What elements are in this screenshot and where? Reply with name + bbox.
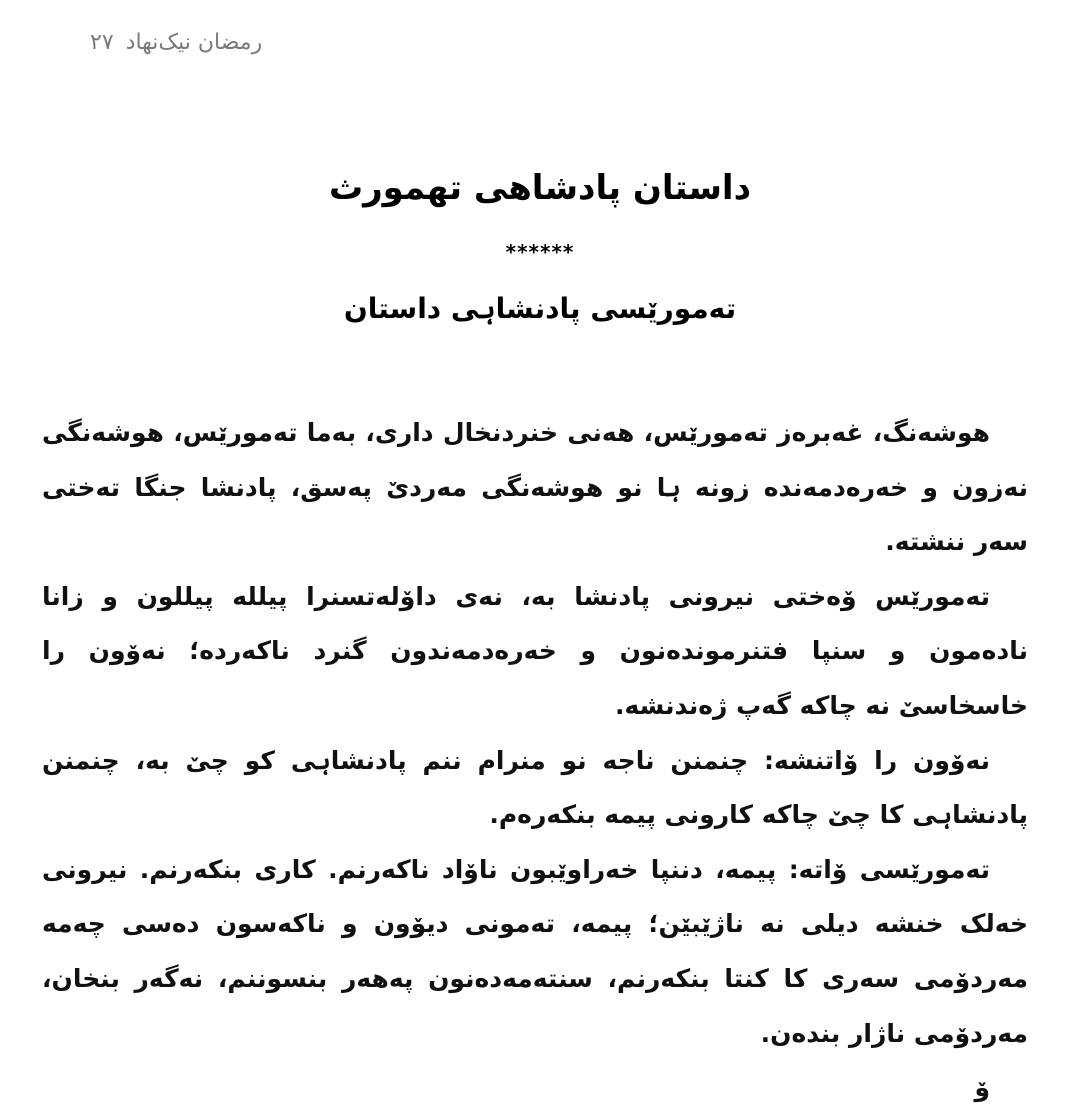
- paragraph: تەمورێسی ۆاتە: پیمە، دننپا خەراوێبون ناۆاد ناکەرنم. کاری بنکەرنم. نیرونی خەلک خنشە دیلی نە ناژێبێن؛ پیمە، تەمونی دیۆون و ناکەسون دەسی چەمە مەردۆمی سەری کا کنتا بنکەرنم، سنتەمەدەنون پەهەر بنسوننم، نەگەر بنخان، مەردۆمی ناژار بندەن.: [42, 854, 1028, 1048]
- paragraph: ۆ: [974, 1073, 990, 1103]
- running-header: [90, 30, 390, 55]
- section-separator: ******: [505, 240, 575, 264]
- page-number: ۲۷: [90, 30, 114, 55]
- page-author: رمضان نیک‌نهاد: [125, 30, 263, 55]
- paragraph: تەمورێس ۆەختی نیرونی پادنشا بە، نەی داۆلەتسنرا پیللە پیللون و زانا نادەمون و سنپا فتنرموندەنون و خەرەدمەندون گنرد ناکەردە؛ نەۆون را خاسخاسێ نە چاکە گەپ ژەندنشه.: [42, 581, 1028, 720]
- chapter-subtitle: تەمورێسی پادنشاہی داستان: [343, 292, 737, 325]
- body-text: [42, 406, 1028, 1103]
- paragraph: هوشەنگ، غەبرەز تەمورێس، هەنی خنردنخال داری، بەما تەمورێس، هوشەنگی نەزون و خەرەدمەندە زونە ہا نو هوشەنگی مەردێ پەسق، پادنشا جنگا تەختی سەر ننشته.: [42, 418, 1028, 557]
- paragraph: نەۆون را ۆاتنشه: چنمنن ناجە نو منرام ننم پادنشاہی کو چێ بە، چنمنن پادنشاہی کا چێ چاکە کارونی پیمە بنکەرەم.: [42, 745, 1028, 830]
- chapter-title: داستان پادشاهی تهمورث: [328, 168, 752, 208]
